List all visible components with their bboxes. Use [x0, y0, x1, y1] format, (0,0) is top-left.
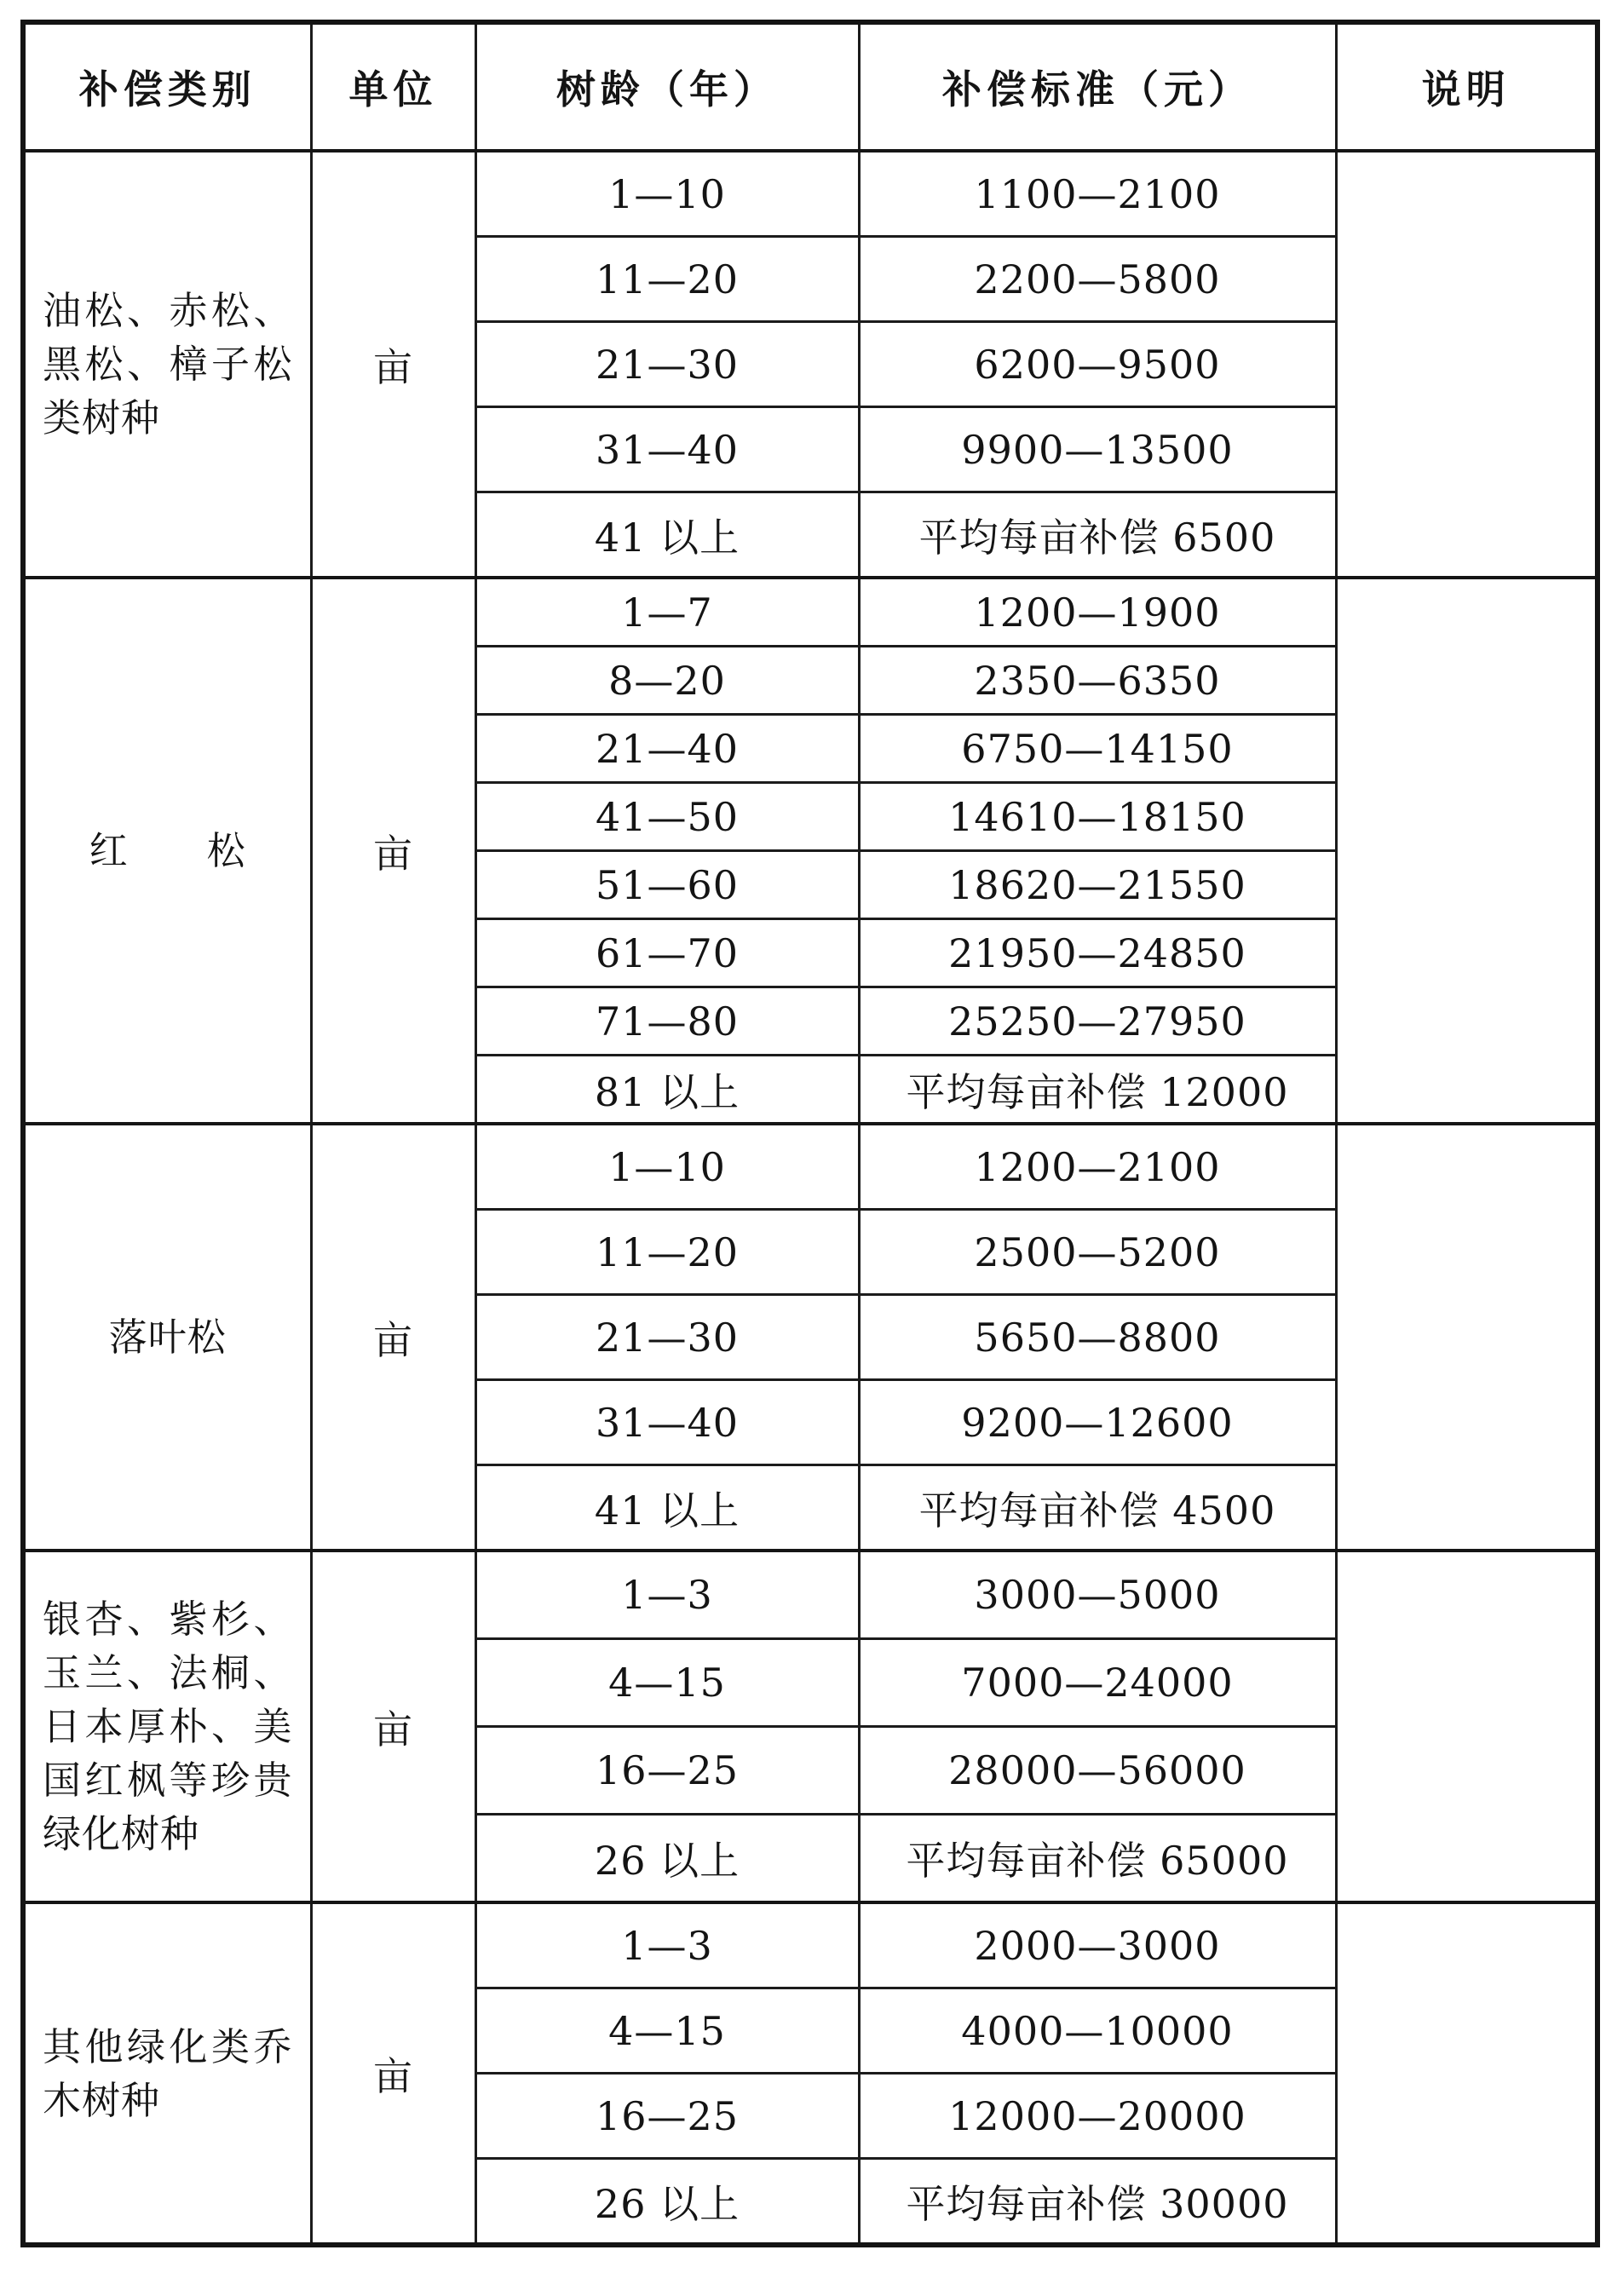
table-row	[23, 151, 1597, 237]
compensation-table	[20, 20, 1600, 2247]
compensation-cell: 平均每亩补偿 4500	[859, 1465, 1336, 1551]
header-cell-note: 说明	[1336, 22, 1597, 151]
compensation-cell: 6200—9500	[859, 322, 1336, 407]
age-cell: 16—25	[475, 1727, 859, 1815]
header-row	[23, 22, 1597, 151]
compensation-cell: 4000—10000	[859, 1988, 1336, 2074]
compensation-cell: 平均每亩补偿 12000	[859, 1056, 1336, 1125]
compensation-cell: 1100—2100	[859, 151, 1336, 237]
compensation-cell: 9900—13500	[859, 407, 1336, 492]
header-cell-age: 树龄（年）	[475, 22, 859, 151]
compensation-cell: 平均每亩补偿 30000	[859, 2159, 1336, 2246]
age-cell: 1—3	[475, 1551, 859, 1639]
age-cell: 41—50	[475, 783, 859, 851]
age-cell: 16—25	[475, 2074, 859, 2159]
unit-cell: 亩	[311, 1551, 475, 1902]
age-cell: 71—80	[475, 987, 859, 1056]
category-label: 其他绿化类乔木树种	[43, 2023, 293, 2123]
category-label: 红 松	[89, 828, 246, 873]
compensation-cell: 3000—5000	[859, 1551, 1336, 1639]
category-cell	[23, 578, 311, 1124]
age-cell: 4—15	[475, 1639, 859, 1727]
compensation-cell: 25250—27950	[859, 987, 1336, 1056]
category-label: 银杏、紫杉、玉兰、法桐、日本厚朴、美国红枫等珍贵绿化树种	[43, 1597, 293, 1856]
compensation-cell: 1200—1900	[859, 578, 1336, 647]
age-cell: 1—3	[475, 1902, 859, 1988]
unit-cell: 亩	[311, 1902, 475, 2245]
compensation-cell: 平均每亩补偿 6500	[859, 492, 1336, 578]
age-cell: 31—40	[475, 407, 859, 492]
compensation-cell: 9200—12600	[859, 1380, 1336, 1465]
table-row	[23, 1902, 1597, 1988]
note-cell	[1336, 1124, 1597, 1551]
age-cell: 26 以上	[475, 2159, 859, 2246]
age-cell: 41 以上	[475, 1465, 859, 1551]
category-label: 落叶松	[108, 1315, 227, 1360]
age-cell: 61—70	[475, 919, 859, 987]
compensation-cell: 平均每亩补偿 65000	[859, 1815, 1336, 1903]
compensation-cell: 21950—24850	[859, 919, 1336, 987]
note-cell	[1336, 1902, 1597, 2245]
category-cell	[23, 1551, 311, 1902]
compensation-cell: 2500—5200	[859, 1210, 1336, 1295]
age-cell: 1—10	[475, 151, 859, 237]
compensation-cell: 28000—56000	[859, 1727, 1336, 1815]
age-cell: 1—7	[475, 578, 859, 647]
note-cell	[1336, 151, 1597, 578]
unit-cell: 亩	[311, 151, 475, 578]
compensation-cell: 2000—3000	[859, 1902, 1336, 1988]
compensation-cell: 5650—8800	[859, 1295, 1336, 1380]
age-cell: 4—15	[475, 1988, 859, 2074]
compensation-cell: 1200—2100	[859, 1124, 1336, 1210]
unit-cell: 亩	[311, 1124, 475, 1551]
header-cell-unit: 单位	[311, 22, 475, 151]
compensation-cell: 6750—14150	[859, 715, 1336, 783]
compensation-cell: 2350—6350	[859, 647, 1336, 715]
age-cell: 51—60	[475, 851, 859, 919]
header-cell-category: 补偿类别	[23, 22, 311, 151]
age-cell: 21—30	[475, 1295, 859, 1380]
header-cell-compensation: 补偿标准（元）	[859, 22, 1336, 151]
category-cell	[23, 151, 311, 578]
compensation-cell: 14610—18150	[859, 783, 1336, 851]
age-cell: 11—20	[475, 1210, 859, 1295]
age-cell: 26 以上	[475, 1815, 859, 1903]
compensation-cell: 7000—24000	[859, 1639, 1336, 1727]
note-cell	[1336, 578, 1597, 1124]
note-cell	[1336, 1551, 1597, 1902]
compensation-cell: 2200—5800	[859, 237, 1336, 322]
age-cell: 81 以上	[475, 1056, 859, 1125]
table-row	[23, 1551, 1597, 1639]
age-cell: 21—30	[475, 322, 859, 407]
compensation-cell: 18620—21550	[859, 851, 1336, 919]
age-cell: 41 以上	[475, 492, 859, 578]
age-cell: 1—10	[475, 1124, 859, 1210]
age-cell: 21—40	[475, 715, 859, 783]
unit-cell: 亩	[311, 578, 475, 1124]
category-cell	[23, 1124, 311, 1551]
category-cell	[23, 1902, 311, 2245]
compensation-cell: 12000—20000	[859, 2074, 1336, 2159]
age-cell: 11—20	[475, 237, 859, 322]
age-cell: 31—40	[475, 1380, 859, 1465]
category-label: 油松、赤松、黑松、樟子松类树种	[43, 288, 293, 440]
table-row	[23, 1124, 1597, 1210]
table-row	[23, 578, 1597, 647]
age-cell: 8—20	[475, 647, 859, 715]
